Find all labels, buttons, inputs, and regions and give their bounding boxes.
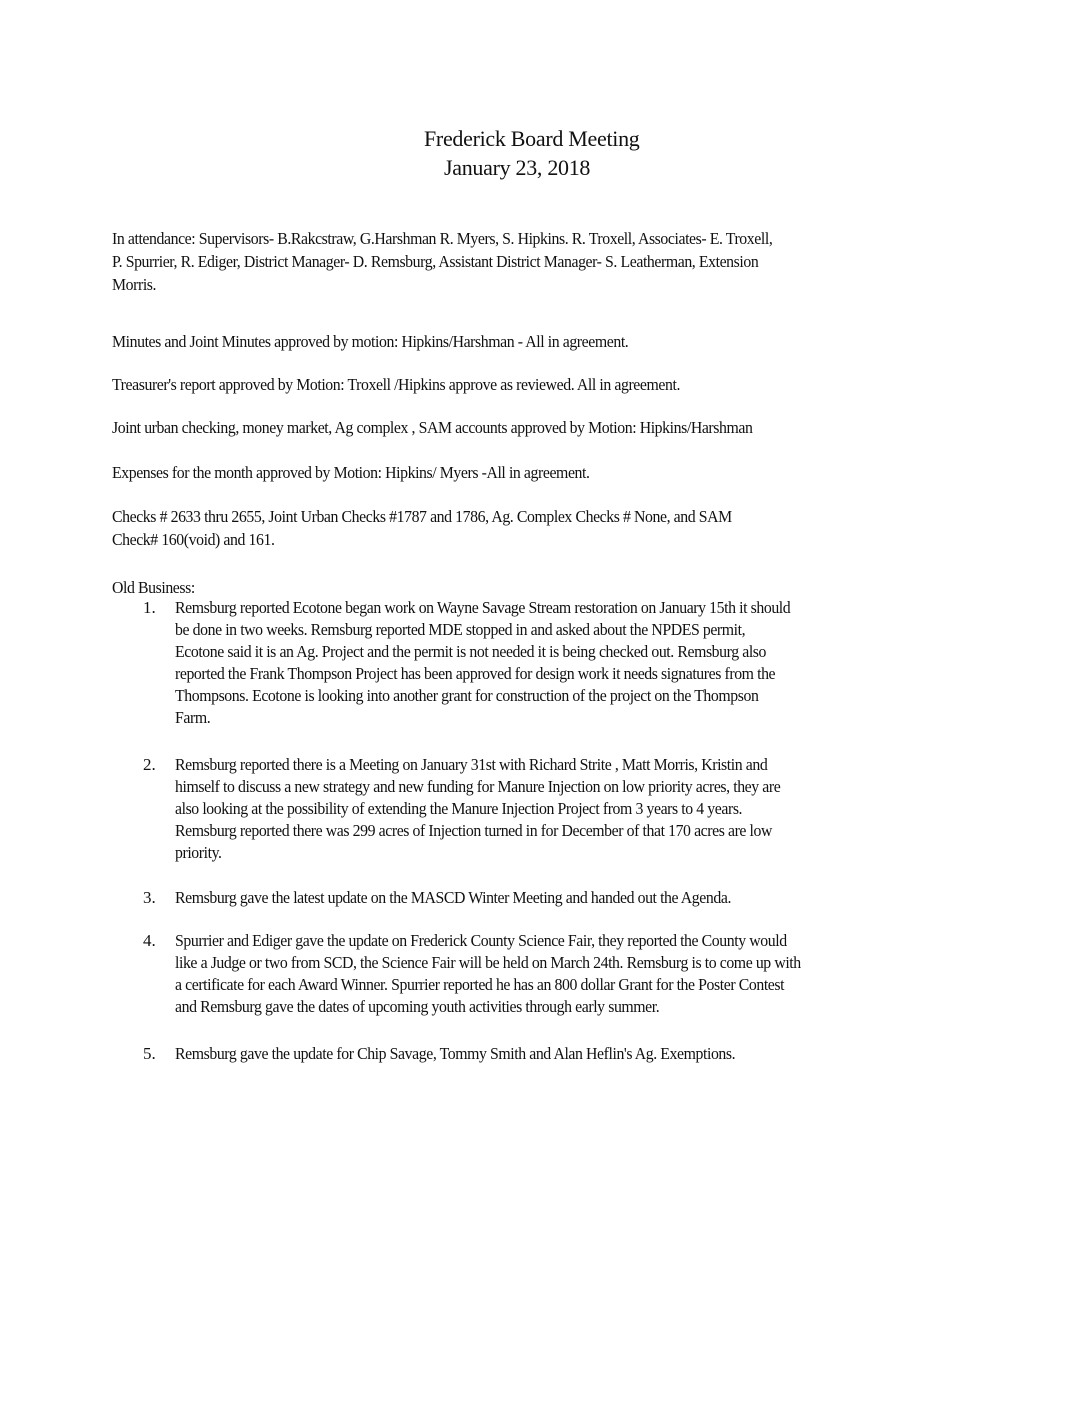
checks-line: Checks # 2633 thru 2655, Joint Urban Checks #1787 and 1786, Ag. Complex Checks # None, and SAM (112, 507, 732, 526)
item-line: a certificate for each Award Winner. Spurrier reported he has an 800 dollar Grant for the Poster Contest (175, 975, 785, 994)
attendance-line: In attendance: Supervisors- B.Rakcstraw, G.Harshman R. Myers, S. Hipkins. R. Troxell, Associates- E. Troxell, (112, 229, 773, 248)
item-line: and Remsburg gave the dates of upcoming youth activities through early summer. (175, 997, 660, 1016)
old-business-heading: Old Business: (112, 578, 195, 597)
joint-urban-motion: Joint urban checking, money market, Ag complex , SAM accounts approved by Motion: Hipkins/Harshman (112, 418, 753, 437)
item-line: Remsburg gave the latest update on the MASCD Winter Meeting and handed out the Agenda. (175, 888, 731, 907)
checks-line: Check# 160(void) and 161. (112, 530, 275, 549)
meeting-date: January 23, 2018 (444, 155, 591, 180)
page-title: Frederick Board Meeting (424, 126, 640, 151)
attendance-line: Morris. (112, 275, 157, 294)
item-line: reported the Frank Thompson Project has been approved for design work it needs signatures from the (175, 664, 776, 683)
item-line: Ecotone said it is an Ag. Project and the permit is not needed it is being checked out. Remsburg also (175, 642, 767, 661)
item-number: 5. (143, 1044, 156, 1063)
item-number: 1. (143, 598, 156, 617)
item-line: Thompsons. Ecotone is looking into another grant for construction of the project on the Thompson (175, 686, 759, 705)
item-line: Remsburg reported there was 299 acres of Injection turned in for December of that 170 acres are low (175, 821, 773, 840)
minutes-motion: Minutes and Joint Minutes approved by motion: Hipkins/Harshman - All in agreement. (112, 332, 629, 351)
item-line: himself to discuss a new strategy and new funding for Manure Injection on low priority acres, they are (175, 777, 781, 796)
treasurer-motion: Treasurer's report approved by Motion: Troxell /Hipkins approve as reviewed. All in agreement. (112, 375, 680, 394)
item-line: Remsburg reported there is a Meeting on January 31st with Richard Strite , Matt Morris, Kristin and (175, 755, 768, 774)
item-line: Remsburg reported Ecotone began work on Wayne Savage Stream restoration on January 15th it should (175, 598, 791, 617)
item-line: Remsburg gave the update for Chip Savage, Tommy Smith and Alan Heflin's Ag. Exemptions. (175, 1044, 736, 1063)
expenses-motion: Expenses for the month approved by Motion: Hipkins/ Myers -All in agreement. (112, 463, 590, 482)
item-line: priority. (175, 843, 222, 862)
item-line: Spurrier and Ediger gave the update on Frederick County Science Fair, they reported the County would (175, 931, 787, 950)
item-number: 4. (143, 931, 156, 950)
attendance-line: P. Spurrier, R. Ediger, District Manager- D. Remsburg, Assistant District Manager- S. Leatherman, Extension (112, 252, 759, 271)
item-line: be done in two weeks. Remsburg reported MDE stopped in and asked about the NPDES permit, (175, 620, 746, 639)
item-number: 3. (143, 888, 156, 907)
item-line: like a Judge or two from SCD, the Science Fair will be held on March 24th. Remsburg is to come up with (175, 953, 801, 972)
item-line: also looking at the possibility of extending the Manure Injection Project from 3 years to 4 years. (175, 799, 743, 818)
item-number: 2. (143, 755, 156, 774)
item-line: Farm. (175, 708, 211, 727)
